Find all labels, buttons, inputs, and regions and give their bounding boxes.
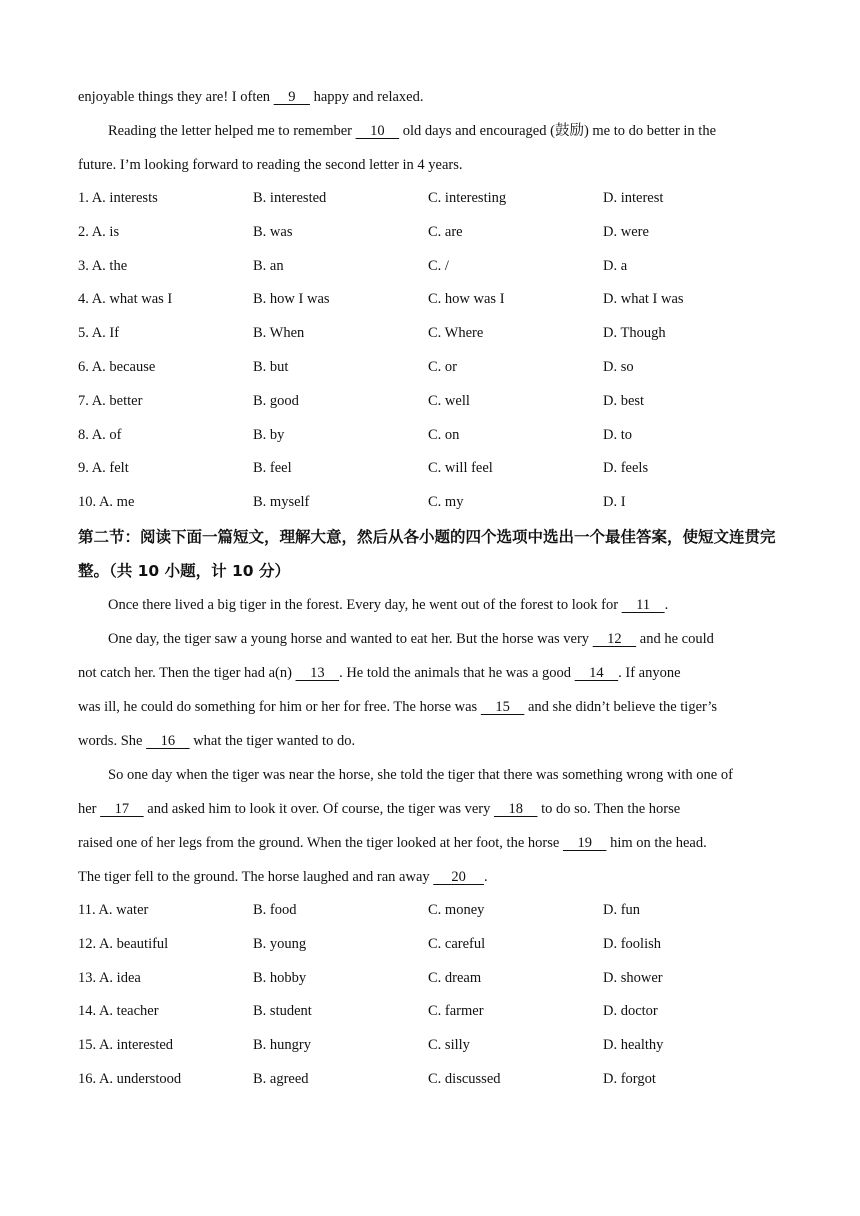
blank-10: 10 <box>355 123 400 139</box>
passage-line <box>78 792 778 826</box>
text: and asked him to look it over. Of course, the tiger was very <box>143 800 494 817</box>
option-b: B. student <box>253 1003 312 1020</box>
text: . <box>484 868 488 885</box>
question-row-12 <box>78 928 778 962</box>
option-c: C. my <box>428 494 464 511</box>
question-row-10 <box>78 486 778 520</box>
option-d: D. forgot <box>603 1070 656 1087</box>
option-b: B. myself <box>253 494 310 511</box>
document-page <box>78 80 778 1097</box>
option-a: 16. A. understood <box>78 1070 182 1087</box>
option-b: B. When <box>253 325 305 342</box>
text: her <box>78 800 101 817</box>
option-a: 3. A. the <box>78 257 128 274</box>
passage-line: So one day when the tiger was near the horse, she told the tiger that there was something wrong with one of <box>108 766 733 783</box>
option-a: 13. A. idea <box>78 969 141 986</box>
blank-20: 20 <box>433 868 485 885</box>
option-d: D. foolish <box>603 935 661 952</box>
text: happy and relaxed. <box>309 89 424 105</box>
option-b: B. hungry <box>253 1037 311 1054</box>
option-d: D. interest <box>603 190 664 206</box>
text: what the tiger wanted to do. <box>189 732 356 749</box>
text: One day, the tiger saw a young horse and wanted to eat her. But the horse was very <box>108 630 593 647</box>
option-a: 1. A. interests <box>78 190 158 206</box>
option-c: C. / <box>428 257 449 274</box>
option-c: C. on <box>428 426 460 443</box>
question-row-15 <box>78 1029 778 1063</box>
option-a: 2. A. is <box>78 223 120 240</box>
option-c: C. how was I <box>428 291 505 308</box>
option-c: C. silly <box>428 1037 470 1054</box>
passage-line <box>78 588 778 622</box>
text: and she didn’t believe the tiger’s <box>524 698 718 715</box>
option-b: B. feel <box>253 460 292 477</box>
option-c: C. careful <box>428 935 486 952</box>
question-row-2 <box>78 216 778 250</box>
option-a: 11. A. water <box>78 901 149 918</box>
option-a: 7. A. better <box>78 392 143 409</box>
option-d: D. I <box>603 494 626 511</box>
option-a: 4. A. what was I <box>78 291 173 308</box>
question-row-4 <box>78 283 778 317</box>
text: raised one of her legs from the ground. When the tiger looked at her foot, the horse <box>78 834 563 851</box>
passage-line <box>78 114 778 148</box>
option-c: C. interesting <box>428 190 507 206</box>
option-d: D. best <box>603 392 645 409</box>
text: him on the head. <box>606 834 707 851</box>
option-c: C. Where <box>428 325 484 342</box>
option-d: D. a <box>603 257 628 274</box>
passage-line <box>78 860 778 894</box>
blank-12: 12 <box>592 630 637 647</box>
blank-15: 15 <box>480 698 525 715</box>
option-c: C. money <box>428 901 485 918</box>
option-b: B. agreed <box>253 1070 309 1087</box>
text: enjoyable things they are! I often <box>78 89 274 105</box>
option-d: D. Though <box>603 325 666 342</box>
text: Reading the letter helped me to remember <box>108 123 356 139</box>
passage-line <box>78 724 778 758</box>
passage-line: future. I’m looking forward to reading the second letter in 4 years. <box>78 157 463 173</box>
option-d: D. were <box>603 223 649 240</box>
blank-11: 11 <box>621 596 665 613</box>
question-row-3 <box>78 250 778 284</box>
text: and he could <box>636 630 714 647</box>
passage-line <box>78 826 778 860</box>
option-b: B. how I was <box>253 291 330 308</box>
option-b: B. interested <box>253 190 327 206</box>
option-d: D. so <box>603 358 634 375</box>
option-b: B. hobby <box>253 969 307 986</box>
passage-line <box>78 80 778 114</box>
option-a: 14. A. teacher <box>78 1003 159 1020</box>
option-d: D. healthy <box>603 1037 664 1054</box>
text: The tiger fell to the ground. The horse laughed and ran away <box>78 868 434 885</box>
blank-18: 18 <box>493 800 538 817</box>
option-b: B. by <box>253 426 285 443</box>
question-row-8 <box>78 419 778 453</box>
option-c: C. well <box>428 392 470 409</box>
option-a: 6. A. because <box>78 358 156 375</box>
option-a: 15. A. interested <box>78 1037 174 1054</box>
option-d: D. shower <box>603 969 663 986</box>
option-a: 12. A. beautiful <box>78 935 169 952</box>
option-a: 8. A. of <box>78 426 122 443</box>
option-b: B. but <box>253 358 289 375</box>
question-row-9 <box>78 452 778 486</box>
text: was ill, he could do something for him or her for free. The horse was <box>78 698 481 715</box>
question-row-14 <box>78 995 778 1029</box>
section-heading: 第二节：阅读下面一篇短文，理解大意，然后从各小题的四个选项中选出一个最佳答案，使短文连贯完整。（共 10 小题，计 10 分） <box>78 527 776 580</box>
question-row-5 <box>78 317 778 351</box>
question-options-1 <box>78 182 778 520</box>
question-row-16 <box>78 1063 778 1097</box>
text: not catch her. Then the tiger had a(n) <box>78 664 296 681</box>
option-c: C. farmer <box>428 1003 484 1020</box>
option-d: D. doctor <box>603 1003 658 1020</box>
text: . If anyone <box>618 664 681 681</box>
option-c: C. discussed <box>428 1070 501 1087</box>
blank-19: 19 <box>562 834 607 851</box>
option-c: C. or <box>428 358 457 375</box>
option-d: D. what I was <box>603 291 684 308</box>
option-c: C. will feel <box>428 460 493 477</box>
option-c: C. dream <box>428 969 482 986</box>
text: old days and encouraged (鼓励) me to do better in the <box>399 123 717 139</box>
text: . He told the animals that he was a good <box>339 664 575 681</box>
option-a: 5. A. If <box>78 325 120 342</box>
option-d: D. to <box>603 426 632 443</box>
text: Once there lived a big tiger in the forest. Every day, he went out of the forest to look for <box>108 596 622 613</box>
option-b: B. good <box>253 392 299 409</box>
option-a: 10. A. me <box>78 494 135 511</box>
option-d: D. fun <box>603 901 641 918</box>
blank-13: 13 <box>295 664 340 681</box>
option-b: B. food <box>253 901 297 918</box>
question-options-2 <box>78 894 778 1097</box>
passage-line <box>78 690 778 724</box>
question-row-1 <box>78 182 778 216</box>
text: . <box>664 596 669 613</box>
blank-17: 17 <box>100 800 144 817</box>
passage-line <box>78 622 778 656</box>
passage-line <box>78 656 778 690</box>
blank-16: 16 <box>146 732 190 749</box>
question-row-6 <box>78 351 778 385</box>
text: to do so. Then the horse <box>537 800 681 817</box>
question-row-13 <box>78 962 778 996</box>
option-d: D. feels <box>603 460 649 477</box>
question-row-7 <box>78 385 778 419</box>
option-b: B. an <box>253 257 284 274</box>
blank-14: 14 <box>574 664 619 681</box>
option-a: 9. A. felt <box>78 460 129 477</box>
option-b: B. was <box>253 223 293 240</box>
blank-9: 9 <box>273 89 310 105</box>
option-b: B. young <box>253 935 307 952</box>
option-c: C. are <box>428 223 463 240</box>
text: words. She <box>78 732 147 749</box>
question-row-11 <box>78 894 778 928</box>
